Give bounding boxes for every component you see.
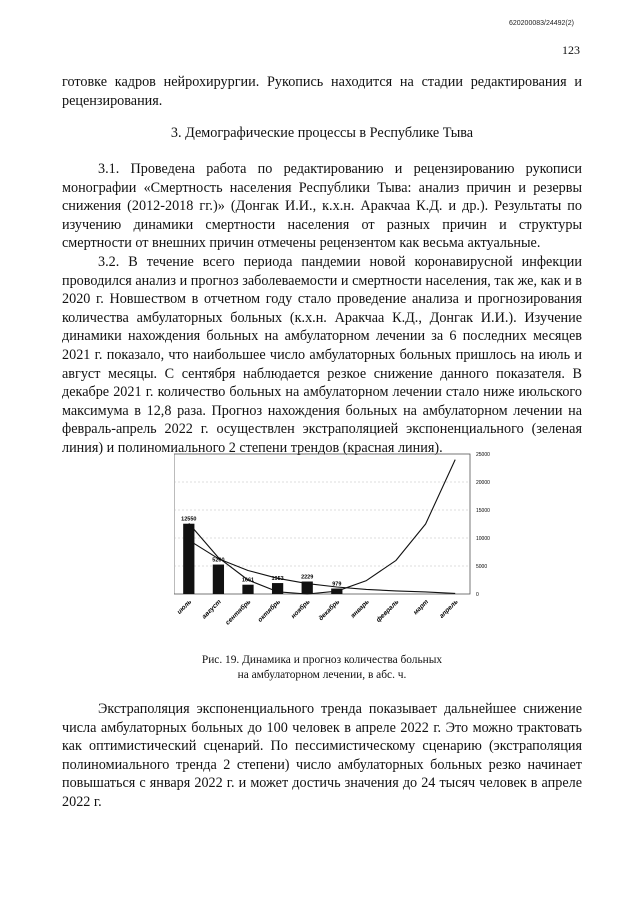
conclusion-paragraph: Экстраполяция экспоненциального тренда показывает дальнейшее снижение числа амбулаторных больных до 100 человек в апреле 2022 г. Это можно трактовать как оптимистический сценарий. По пессимистическому сценарию (экстраполяция полиномиального тренда 2 степени) число амбулаторных больных резко начинает повышаться с января 2022 г. и может достичь значения до 24 тысяч человек в апреле 2022 г. <box>62 701 582 810</box>
y-tick-label: 5000 <box>476 564 488 570</box>
page-number: 123 <box>562 43 580 57</box>
paragraph-3-1: 3.1. Проведена работа по редактированию и рецензированию рукописи монографии «Смертность населения Республики Тыва: анализ причин и резервы снижения (2012-2018 гг.)» (Донгак И.И., к.х.н. Аракчаа К.Д. и др.). Результаты по изучению динамики смертности населения от разных причин и структуры смертности от внешних причин отмечены рецензентом как весьма актуальные. <box>62 161 582 252</box>
data-label: 1661 <box>241 577 255 584</box>
bars <box>183 524 342 594</box>
conclusion-section <box>62 700 582 812</box>
y-tick-label: 10000 <box>476 536 490 542</box>
x-axis <box>176 598 460 627</box>
x-tick-label: ноябрь <box>289 598 312 621</box>
data-labels <box>181 517 341 588</box>
intro-paragraph <box>62 73 582 110</box>
trend-lines <box>189 460 455 594</box>
data-label: 979 <box>332 581 342 588</box>
x-tick-label: март <box>412 598 431 617</box>
bar-chart <box>174 446 494 636</box>
x-tick-label: декабрь <box>317 598 342 623</box>
bar-август <box>213 565 224 594</box>
x-tick-label: январь <box>349 598 371 620</box>
x-tick-label: февраль <box>375 598 401 624</box>
x-tick-label: октябрь <box>256 598 283 624</box>
y-axis <box>476 452 490 598</box>
caption-line-2: на амбулаторном лечении, в абс. ч. <box>237 669 407 681</box>
exponential-trend-line <box>189 540 455 593</box>
bar-июль <box>183 524 194 594</box>
document-id: 620200083/24492(2) <box>508 20 574 27</box>
bar-сентябрь <box>242 585 253 594</box>
data-label: 1953 <box>271 576 284 583</box>
data-label: 5260 <box>212 557 225 564</box>
x-tick-label: июль <box>175 598 194 616</box>
figure-caption <box>62 653 582 683</box>
data-label: 2229 <box>301 574 314 581</box>
caption-line-1: Рис. 19. Динамика и прогноз количества больных <box>201 654 443 666</box>
polynomial-trend-line <box>189 460 455 594</box>
y-tick-label: 20000 <box>476 480 490 486</box>
y-tick-label: 25000 <box>476 452 490 458</box>
x-tick-label: сентябрь <box>224 598 253 627</box>
x-tick-label: апрель <box>438 598 460 620</box>
intro-text: готовке кадров нейрохирургии. Рукопись находится на стадии редактирования и рецензирования. <box>62 74 582 109</box>
x-tick-label: август <box>200 598 223 621</box>
y-tick-label: 15000 <box>476 508 490 514</box>
y-tick-label: 0 <box>476 592 479 598</box>
section-heading: 3. Демографические процессы в Республике Тыва <box>170 125 474 141</box>
section-body <box>62 160 582 458</box>
data-label: 12550 <box>181 516 197 523</box>
paragraph-3-2: 3.2. В течение всего периода пандемии новой коронавирусной инфекции проводился анализ и прогноз заболеваемости и смертности населения, так же, как и в 2020 г. Новшеством в отчетном году стало проведение анализа и прогнозирования количества амбулаторных больных (к.х.н. Аракчаа К.Д., Донгак И.И.). Изучение динамики нахождения больных на амбулаторном лечении за 6 последних месяцев 2021 г. показало, что наибольшее число амбулаторных больных пришлось на июль и август месяцы. С сентября наблюдается резкое снижение данного показателя. В декабре 2021 г. количество больных на амбулаторном лечении стало ниже июльского максимума в 12,8 раза. Прогноз нахождения больных на амбулаторном лечении на февраль-апрель 2022 г. осуществлен экстраполяцией экспоненциального (зеленая линия) и полиномиального 2 степени трендов (красная линия). <box>62 253 582 456</box>
